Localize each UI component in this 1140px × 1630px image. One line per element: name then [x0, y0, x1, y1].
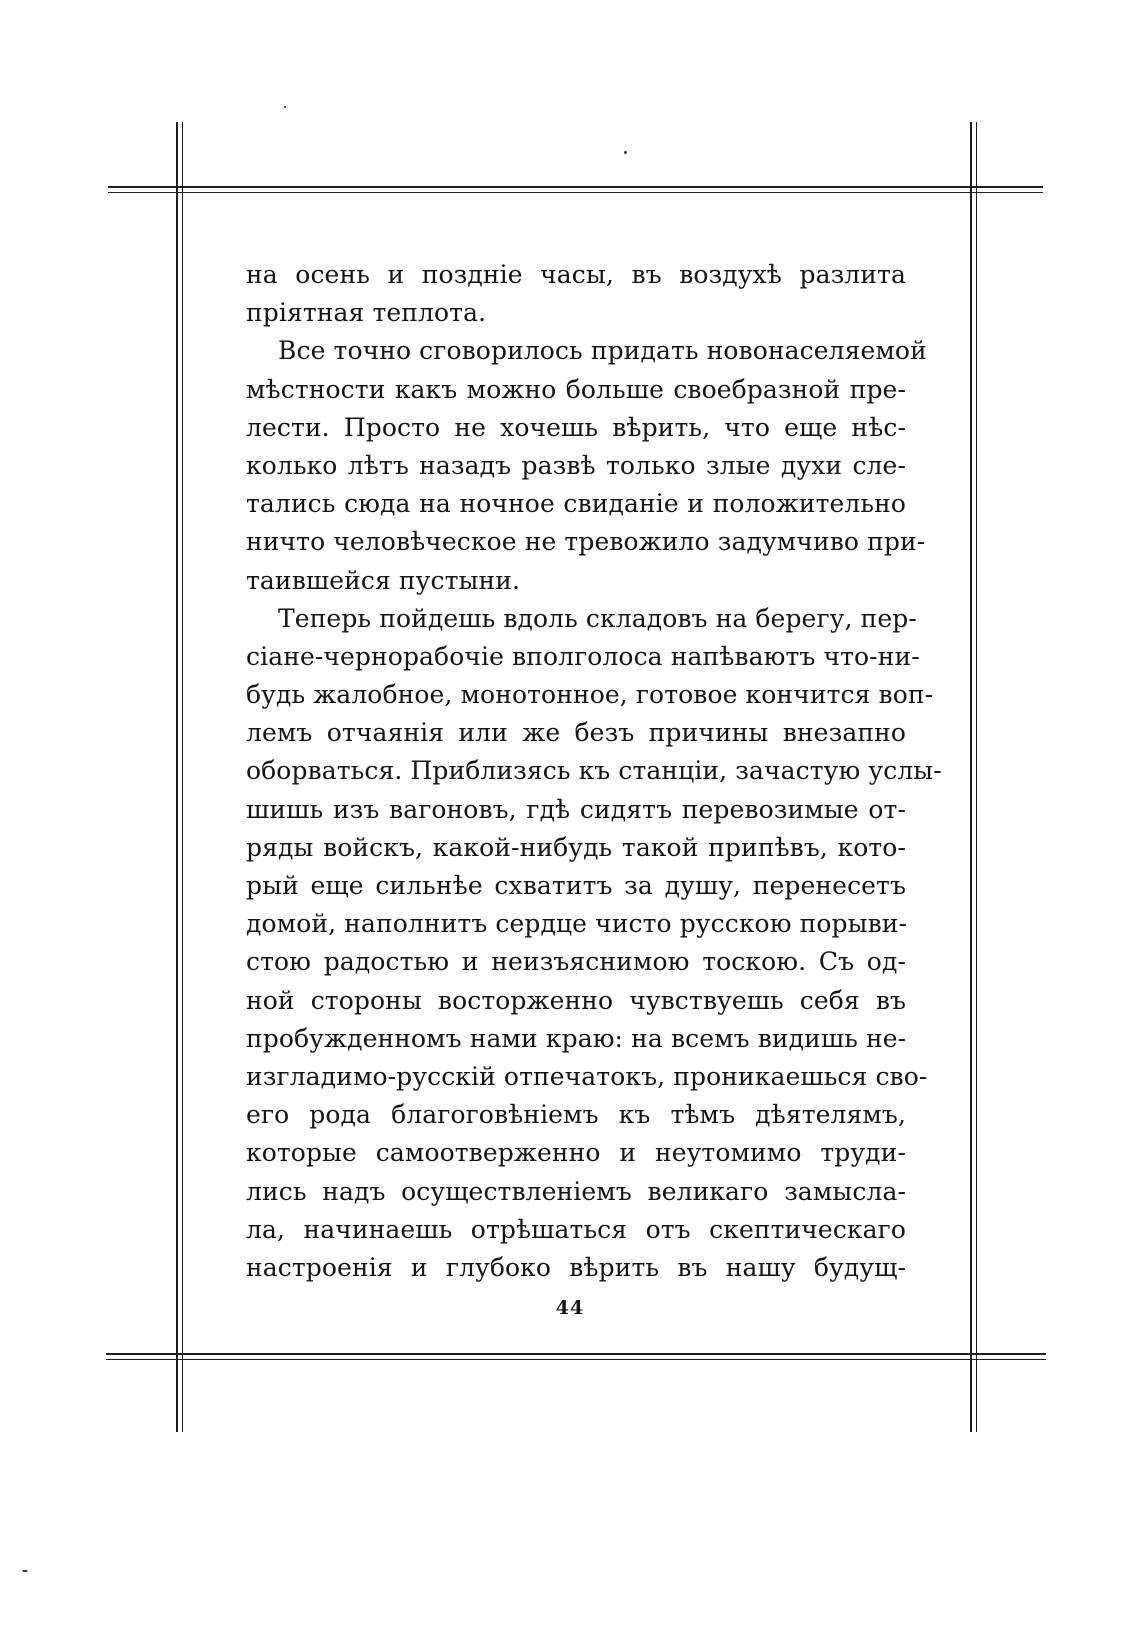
text-line: лись надъ осуществленіемъ великаго замысла-: [246, 1176, 906, 1206]
text-line: которые самоотверженно и неутомимо труди-: [246, 1138, 906, 1168]
text-line: колько лѣтъ назадъ развѣ только злые духи сле-: [246, 450, 906, 480]
text-line: пробужденномъ нами краю: на всемъ видишь не-: [246, 1023, 907, 1053]
text-line: оборваться. Приблизясь къ станціи, зачастую услы-: [246, 756, 942, 786]
page-number: 44: [555, 1297, 585, 1319]
text-line: ной стороны восторженно чувствуешь себя въ: [246, 985, 906, 1015]
text-line: сіане-чернорабочіе вполголоса напѣваютъ что-ни-: [246, 641, 920, 671]
text-line: изгладимо-русскій отпечатокъ, проникаешься сво-: [246, 1061, 928, 1091]
frame-right-rule: [970, 122, 972, 1432]
text-line: рый еще сильнѣе схватитъ за душу, перенесетъ: [246, 871, 906, 900]
frame-bottom-rule: [106, 1353, 1046, 1355]
print-speck: [284, 106, 286, 108]
text-line: ла, начинаешь отрѣшаться отъ скептическаго: [246, 1214, 906, 1244]
print-speck: [22, 1570, 28, 1572]
frame-top-rule-inner: [108, 192, 1043, 193]
text-line: ряды войскъ, какой-нибудь такой припѣвъ, кото-: [246, 832, 906, 862]
text-line: лести. Просто не хочешь вѣрить, что еще нѣс-: [246, 412, 906, 442]
text-line: Все точно сговорилось придать новонаселяемой: [278, 336, 927, 366]
text-line: настроенія и глубоко вѣрить въ нашу будущ-: [246, 1252, 906, 1282]
body-text: [246, 256, 942, 1287]
text-line: на осень и поздніе часы, въ воздухѣ разлита: [246, 260, 906, 289]
text-line: пріятная теплота.: [246, 298, 487, 328]
frame-top-rule: [108, 186, 1043, 188]
text-line: будь жалобное, монотонное, готовое кончится воп-: [246, 680, 934, 710]
frame-left-rule-inner: [182, 122, 183, 1432]
frame-bottom-rule-inner: [106, 1359, 1046, 1360]
text-line: Теперь пойдешь вдоль складовъ на берегу, пер-: [278, 603, 917, 633]
text-line: таившейся пустыни.: [246, 565, 521, 595]
text-line: шишь изъ вагоновъ, гдѣ сидятъ перевозимые от-: [246, 794, 906, 824]
frame-right-rule-inner: [976, 122, 977, 1432]
text-line: ничто человѣческое не тревожило задумчиво при-: [246, 527, 926, 557]
text-line: тались сюда на ночное свиданіе и положительно: [246, 489, 906, 519]
text-line: домой, наполнитъ сердце чисто русскою порыви-: [246, 909, 908, 939]
text-line: стою радостью и неизъяснимою тоскою. Съ од-: [246, 947, 906, 977]
text-line: его рода благоговѣніемъ къ тѣмъ дѣятелямъ,: [246, 1100, 906, 1130]
print-speck: [624, 151, 627, 154]
text-line: лемъ отчаянія или же безъ причины внезапно: [246, 718, 906, 748]
text-line: мѣстности какъ можно больше своебразной пре-: [246, 374, 906, 404]
frame-left-rule: [176, 122, 178, 1432]
